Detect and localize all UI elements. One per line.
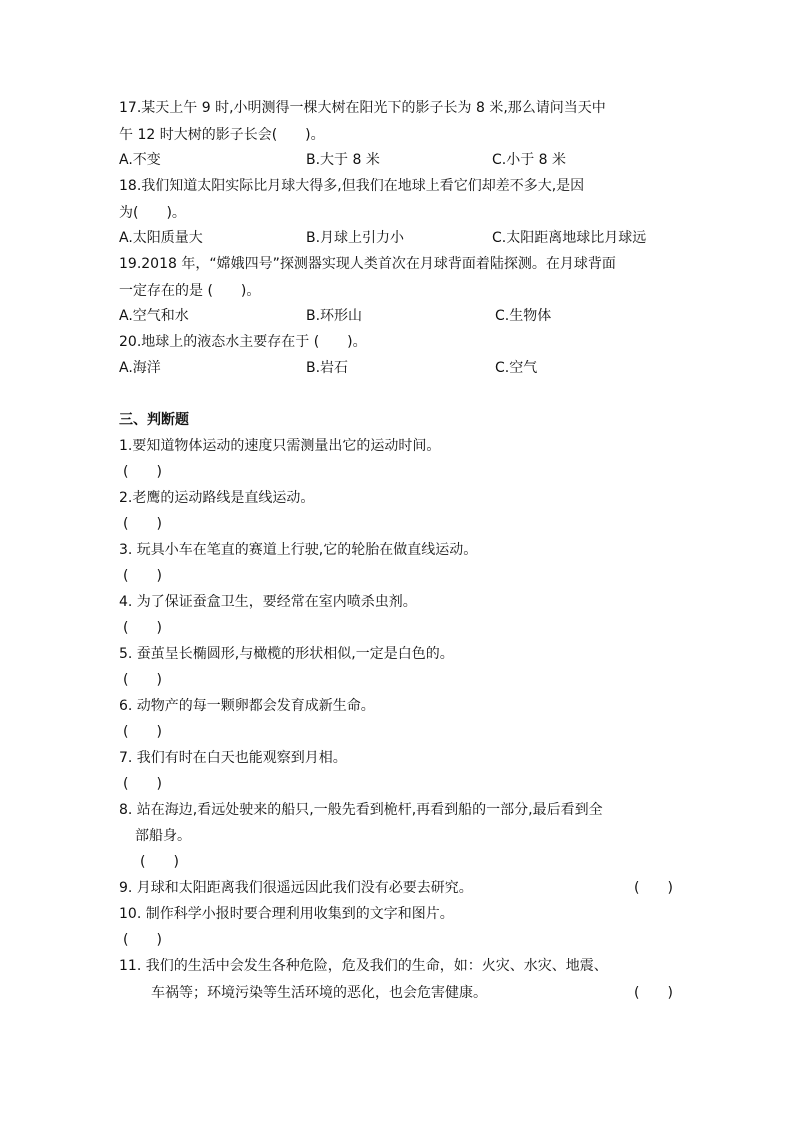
q20-option-c: C.空气 — [495, 360, 538, 376]
tf-q11-blank[interactable]: ( ) — [634, 985, 673, 1001]
q17-option-b: B.大于 8 米 — [306, 152, 380, 168]
tf-q5: 5. 蚕茧呈长椭圆形,与橄榄的形状相似,一定是白色的。 — [119, 646, 454, 662]
q17-option-c: C.小于 8 米 — [492, 152, 567, 168]
q19-option-a: A.空气和水 — [119, 308, 189, 324]
tf-q9: 9. 月球和太阳距离我们很遥远因此我们没有必要去研究。 — [119, 880, 473, 896]
tf-q8-blank[interactable]: ( ) — [140, 854, 179, 870]
tf-q3-blank[interactable]: ( ) — [123, 568, 162, 584]
tf-q11-line2: 车祸等；环境污染等生活环境的恶化，也会危害健康。 — [151, 985, 487, 1001]
tf-q2-blank[interactable]: ( ) — [123, 516, 162, 532]
q17-option-a: A.不变 — [119, 152, 161, 168]
q18-option-c: C.太阳距离地球比月球远 — [492, 230, 647, 246]
tf-q2: 2.老鹰的运动路线是直线运动。 — [119, 490, 315, 506]
q17-stem-line1: 17.某天上午 9 时,小明测得一棵大树在阳光下的影子长为 8 米,那么请问当天中 — [119, 100, 606, 116]
q18-stem-line2: 为( )。 — [119, 205, 186, 221]
q20-option-a: A.海洋 — [119, 360, 161, 376]
tf-q7-blank[interactable]: ( ) — [123, 776, 162, 792]
q18-option-b: B.月球上引力小 — [306, 230, 405, 246]
q17-stem-line2: 午 12 时大树的影子长会( )。 — [119, 127, 325, 143]
tf-q4: 4. 为了保证蚕盒卫生，要经常在室内喷杀虫剂。 — [119, 594, 417, 610]
tf-q1: 1.要知道物体运动的速度只需测量出它的运动时间。 — [119, 438, 441, 454]
tf-q9-blank[interactable]: ( ) — [634, 880, 673, 896]
tf-q8-line2: 部船身。 — [135, 828, 191, 844]
tf-q11-line1: 11. 我们的生活中会发生各种危险，危及我们的生命，如：火灾、水灾、地震、 — [119, 958, 608, 974]
tf-q10-blank[interactable]: ( ) — [123, 932, 162, 948]
q19-stem-line2: 一定存在的是 ( )。 — [119, 283, 261, 299]
q19-stem-line1: 19.2018 年，“嫦娥四号”探测器实现人类首次在月球背面着陆探测。在月球背面 — [119, 256, 616, 272]
tf-q1-blank[interactable]: ( ) — [123, 464, 162, 480]
tf-q5-blank[interactable]: ( ) — [123, 672, 162, 688]
q18-option-a: A.太阳质量大 — [119, 230, 203, 246]
tf-q6: 6. 动物产的每一颗卵都会发育成新生命。 — [119, 698, 375, 714]
q20-stem: 20.地球上的液态水主要存在于 ( )。 — [119, 334, 367, 350]
q19-option-c: C.生物体 — [495, 308, 552, 324]
q18-stem-line1: 18.我们知道太阳实际比月球大得多,但我们在地球上看它们却差不多大,是因 — [119, 178, 585, 194]
tf-q4-blank[interactable]: ( ) — [123, 620, 162, 636]
tf-q6-blank[interactable]: ( ) — [123, 724, 162, 740]
q19-option-b: B.环形山 — [306, 308, 363, 324]
section-heading: 三、判断题 — [119, 412, 189, 428]
tf-q7: 7. 我们有时在白天也能观察到月相。 — [119, 750, 347, 766]
tf-q8-line1: 8. 站在海边,看远处驶来的船只,一般先看到桅杆,再看到船的一部分,最后看到全 — [119, 802, 603, 818]
q20-option-b: B.岩石 — [306, 360, 349, 376]
tf-q3: 3. 玩具小车在笔直的赛道上行驶,它的轮胎在做直线运动。 — [119, 542, 478, 558]
tf-q10: 10. 制作科学小报时要合理利用收集到的文字和图片。 — [119, 906, 454, 922]
